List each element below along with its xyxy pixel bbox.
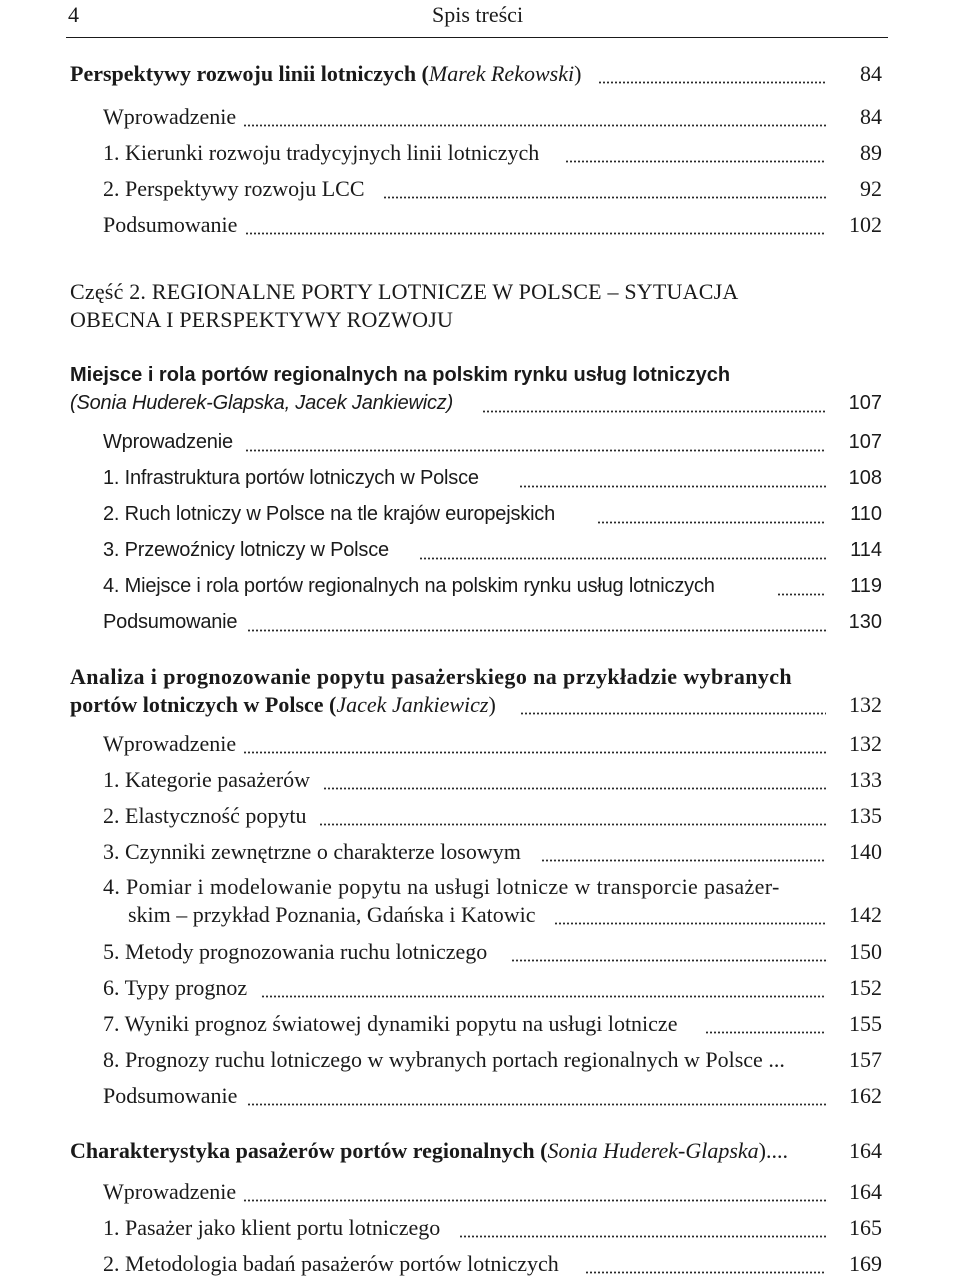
page-ref: 114: [850, 539, 882, 561]
toc-entry[interactable]: 1. Infrastruktura portów lotniczych w Polsce 108: [103, 463, 882, 493]
header-rule: [66, 37, 888, 38]
dot-leader: [243, 1199, 826, 1202]
toc-entry[interactable]: Podsumowanie 162: [103, 1081, 882, 1111]
toc-entry[interactable]: 6. Typy prognoz 152: [103, 973, 882, 1003]
page-ref: 164: [849, 1179, 882, 1204]
toc-entry[interactable]: Wprowadzenie 84: [103, 102, 882, 132]
page-ref: 102: [849, 212, 882, 237]
dot-leader: [482, 410, 826, 413]
page-ref: 142: [849, 902, 882, 927]
toc-entry[interactable]: 2. Metodologia badań pasażerów portów lotniczych 169: [103, 1249, 882, 1279]
page-ref: 107: [848, 392, 882, 414]
toc-entry[interactable]: Wprowadzenie 164: [103, 1177, 882, 1207]
dot-leader: [383, 196, 826, 199]
dot-leader: [519, 485, 826, 488]
dot-leader: [585, 1271, 826, 1274]
dot-leader: [598, 81, 826, 84]
dot-leader: [261, 995, 826, 998]
toc-entry[interactable]: skim – przykład Poznania, Gdańska i Katowic 142: [128, 900, 882, 930]
page-ref: 164: [849, 1138, 882, 1163]
dot-leader: [243, 124, 826, 127]
part-heading-line-2: OBECNA I PERSPEKTYWY ROZWOJU: [70, 307, 454, 332]
chapter-author: Sonia Huderek-Glapska: [547, 1138, 759, 1163]
running-head: Spis treści: [432, 2, 524, 27]
dot-leader: [597, 521, 826, 524]
page-ref: 84: [860, 104, 882, 129]
dot-leader: [323, 787, 826, 790]
page-ref: 84: [860, 61, 882, 86]
toc-entry[interactable]: 1. Kategorie pasażerów 133: [103, 765, 882, 795]
page-ref: 92: [860, 176, 882, 201]
toc-entry[interactable]: 1. Kierunki rozwoju tradycyjnych linii lotniczych 89: [103, 138, 882, 168]
toc-chapter-entry[interactable]: [70, 1136, 882, 1166]
toc-entry[interactable]: 4. Miejsce i rola portów regionalnych na polskim rynku usług lotniczych 119: [103, 571, 882, 601]
toc-chapter-entry[interactable]: [70, 388, 882, 418]
page-ref: 140: [849, 839, 882, 864]
dot-leader: [554, 922, 826, 925]
dot-leader: [245, 449, 826, 452]
toc-entry[interactable]: Wprowadzenie 107: [103, 427, 882, 457]
page-ref: 132: [849, 692, 882, 717]
page-ref: 130: [848, 611, 882, 633]
toc-entry[interactable]: 5. Metody prognozowania ruchu lotniczego 150: [103, 937, 882, 967]
toc-chapter-entry[interactable]: [70, 59, 882, 89]
dot-leader: [541, 859, 826, 862]
page-ref: 108: [848, 467, 882, 489]
dot-leader: [245, 232, 826, 235]
toc-entry[interactable]: 2. Perspektywy rozwoju LCC 92: [103, 174, 882, 204]
chapter-title[interactable]: Miejsce i rola portów regionalnych na polskim rynku usług lotniczych: [70, 364, 731, 386]
part-heading-line-1: Część 2. REGIONALNE PORTY LOTNICZE W POLSCE – SYTUACJA: [70, 279, 739, 304]
page-ref: 152: [849, 975, 882, 1000]
toc-entry[interactable]: 1. Pasażer jako klient portu lotniczego 165: [103, 1213, 882, 1243]
dot-leader: [777, 593, 826, 596]
dot-leader: [705, 1031, 826, 1034]
page-ref: 135: [849, 803, 882, 828]
toc-entry[interactable]: 3. Przewoźnicy lotniczy w Polsce 114: [103, 535, 882, 565]
dot-leader: [520, 712, 826, 715]
dot-leader: [565, 160, 826, 163]
page-ref: 162: [849, 1083, 882, 1108]
toc-entry[interactable]: Wprowadzenie 132: [103, 729, 882, 759]
page-header: [0, 0, 960, 40]
page-ref: 132: [849, 731, 882, 756]
toc-entry[interactable]: Podsumowanie 102: [103, 210, 882, 240]
page-ref: 119: [850, 575, 882, 597]
dot-leader: [247, 629, 826, 632]
page-ref: 157: [849, 1047, 882, 1072]
page-number: 4: [68, 2, 79, 27]
dot-leader: [247, 1103, 826, 1106]
toc-entry[interactable]: 7. Wyniki prognoz światowej dynamiki popytu na usługi lotnicze 155: [103, 1009, 882, 1039]
page-ref: 133: [849, 767, 882, 792]
page-ref: 155: [849, 1011, 882, 1036]
chapter-author: Marek Rekowski: [428, 61, 575, 86]
toc-entry[interactable]: Podsumowanie 130: [103, 607, 882, 637]
toc-entry-line-1[interactable]: 4. Pomiar i modelowanie popytu na usługi lotnicze w transporcie pasażer-: [103, 874, 780, 899]
dot-leader: [243, 751, 826, 754]
chapter-title[interactable]: Analiza i prognozowanie popytu pasażerskiego na przykładzie wybranych: [70, 664, 793, 689]
dot-leader: [419, 557, 826, 560]
dot-leader: [319, 823, 826, 826]
page-ref: 89: [860, 140, 882, 165]
page-ref: 110: [850, 503, 882, 525]
chapter-author: Jacek Jankiewicz: [336, 692, 489, 717]
chapter-author: (Sonia Huderek-Glapska, Jacek Jankiewicz): [70, 392, 454, 414]
toc-entry[interactable]: 8. Prognozy ruchu lotniczego w wybranych portach regionalnych w Polsce ... 157: [103, 1045, 882, 1075]
toc-entry[interactable]: 2. Elastyczność popytu 135: [103, 801, 882, 831]
dot-leader: [511, 959, 826, 962]
page-ref: 165: [849, 1215, 882, 1240]
page-ref: 107: [848, 431, 882, 453]
toc-chapter-entry[interactable]: portów lotniczych w Polsce (Jacek Jankiewicz) 132: [70, 690, 882, 720]
toc-entry[interactable]: 2. Ruch lotniczy w Polsce na tle krajów europejskich 110: [103, 499, 882, 529]
chapter-title: Perspektywy rozwoju linii lotniczych (Marek Rekowski): [70, 61, 582, 86]
chapter-title: Charakterystyka pasażerów portów regionalnych (Sonia Huderek-Glapska)....: [70, 1138, 788, 1163]
dot-leader: [459, 1235, 826, 1238]
page-ref: 150: [849, 939, 882, 964]
page-ref: 169: [849, 1251, 882, 1276]
toc-entry[interactable]: 3. Czynniki zewnętrzne o charakterze losowym 140: [103, 837, 882, 867]
